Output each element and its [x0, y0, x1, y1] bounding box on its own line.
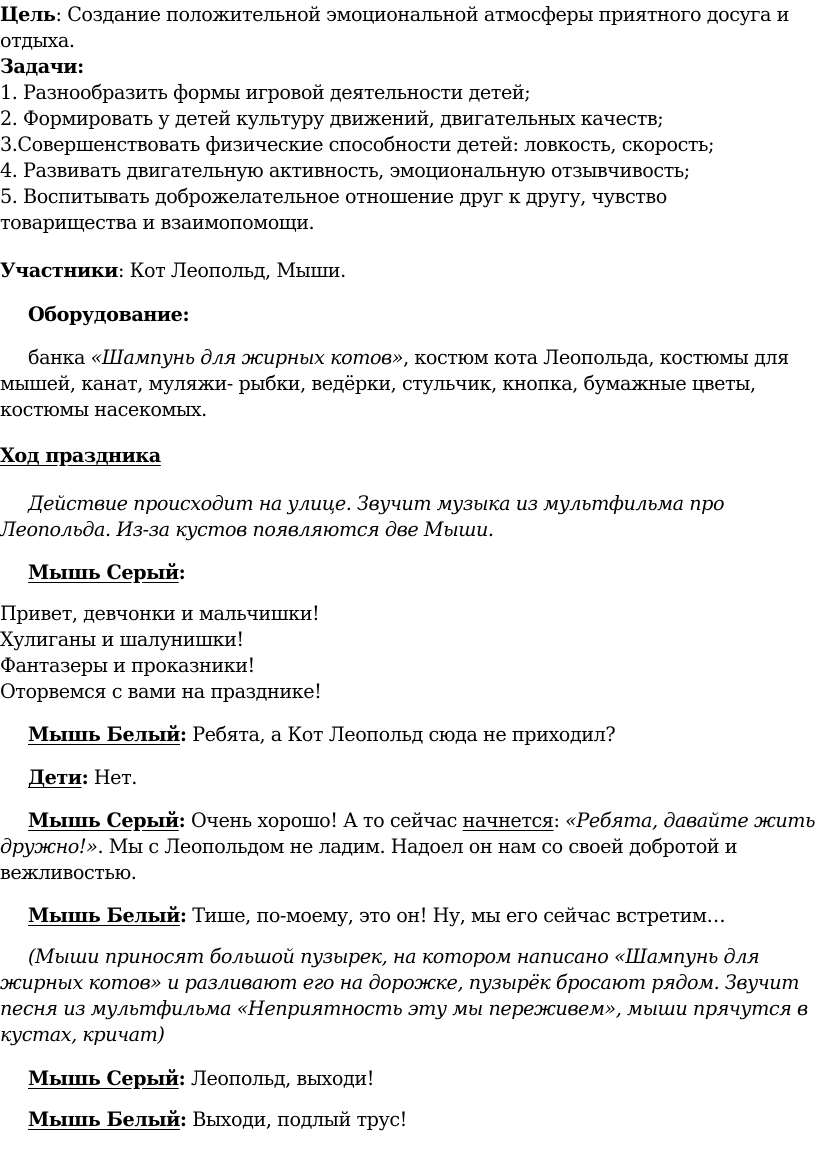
speaker-name: Мышь Белый — [28, 1108, 180, 1131]
tasks-label: Задачи: — [0, 55, 84, 78]
speech-underlined: начнется — [462, 809, 554, 832]
speaker-colon: : — [179, 904, 187, 927]
equipment-line-1 — [28, 345, 789, 371]
speech-text: Выходи, подлый трус! — [186, 1108, 407, 1131]
equipment-text-b: , костюм кота Леопольда, костюмы для — [403, 346, 789, 369]
speaker-name: Мышь Серый — [28, 561, 179, 584]
task-item-5: 5. Воспитывать доброжелательное отношение друг к другу, чувство — [0, 185, 667, 208]
goal-sep: : — [55, 3, 68, 26]
speech-quote-end: дружно!» — [0, 835, 98, 858]
white-mouse-line-2 — [28, 903, 725, 929]
course-heading: Ход праздника — [0, 444, 161, 467]
speaker-name: Мышь Белый — [28, 904, 180, 927]
participants-label: Участники — [0, 259, 118, 282]
speech-text: Леопольд, выходи! — [185, 1067, 374, 1090]
speaker-name: Дети — [28, 766, 82, 789]
speaker-name: Мышь Белый — [28, 723, 180, 746]
equipment-label: Оборудование: — [28, 303, 190, 326]
poem-line-4: Оторвемся с вами на празднике! — [0, 680, 322, 703]
speaker-colon: : — [178, 561, 186, 584]
stage-direction-1b: Леопольда. Из-за кустов появляются две Мыши. — [0, 518, 494, 541]
equipment-line-3: костюмы насекомых. — [0, 398, 207, 421]
grey-mouse-line-2b — [0, 834, 737, 860]
task-item-5-cont: товарищества и взаимопомощи. — [0, 211, 315, 234]
stage-direction-1a: Действие происходит на улице. Звучит музыка из мультфильма про — [28, 492, 725, 515]
participants-sep: : — [117, 259, 130, 282]
poem-line-2: Хулиганы и шалунишки! — [0, 628, 244, 651]
speaker-name: Мышь Серый — [28, 809, 179, 832]
poem-line-3: Фантазеры и проказники! — [0, 654, 255, 677]
white-mouse-line-1 — [28, 722, 615, 748]
stage-direction-2d: кустах, кричат) — [0, 1023, 165, 1046]
speech-text: Очень хорошо! А то сейчас — [185, 809, 463, 832]
speech-text: Ребята, а Кот Леопольд сюда не приходил? — [186, 723, 616, 746]
kids-line-1 — [28, 765, 137, 791]
white-mouse-line-3 — [28, 1107, 407, 1133]
goal-line-2: отдыха. — [0, 29, 75, 52]
speech-text: Тише, по-моему, это он! Ну, мы его сейчас встретим… — [186, 904, 726, 927]
grey-mouse-line-2c: вежливостью. — [0, 861, 137, 884]
stage-direction-2c: песня из мультфильма «Неприятность эту мы переживем», мыши прячутся в — [0, 997, 808, 1020]
equipment-text-a: банка — [28, 346, 91, 369]
goal-label: Цель — [0, 3, 56, 26]
grey-mouse-speaker-1 — [28, 560, 185, 586]
speech-sep: : — [553, 809, 566, 832]
speaker-colon: : — [178, 809, 186, 832]
goal-text: Создание положительной эмоциональной атмосферы приятного досуга и — [67, 3, 789, 26]
speaker-colon: : — [179, 1108, 187, 1131]
speaker-colon: : — [81, 766, 89, 789]
speaker-colon: : — [178, 1067, 186, 1090]
participants-line — [0, 258, 346, 284]
stage-direction-2b: жирных котов» и разливают его на дорожке, пузырёк бросают рядом. Звучит — [0, 971, 799, 994]
equipment-line-2: мышей, канат, муляжи- рыбки, ведёрки, стульчик, кнопка, бумажные цветы, — [0, 372, 756, 395]
task-item-4: 4. Развивать двигательную активность, эмоциональную отзывчивость; — [0, 159, 690, 182]
speech-quote: «Ребята, давайте жить — [565, 809, 815, 832]
task-item-2: 2. Формировать у детей культуру движений, двигательных качеств; — [0, 107, 664, 130]
stage-direction-2a: (Мыши приносят большой пузырек, на котором написано «Шампунь для — [28, 945, 760, 968]
grey-mouse-line-3 — [28, 1066, 374, 1092]
speaker-name: Мышь Серый — [28, 1067, 179, 1090]
speech-text: Нет. — [88, 766, 137, 789]
goal-line-1 — [0, 2, 789, 28]
participants-text: Кот Леопольд, Мыши. — [129, 259, 346, 282]
equipment-shampoo: «Шампунь для жирных котов» — [90, 346, 404, 369]
grey-mouse-line-2a — [28, 808, 815, 834]
task-item-1: 1. Разнообразить формы игровой деятельности детей; — [0, 81, 531, 104]
poem-line-1: Привет, девчонки и мальчишки! — [0, 602, 320, 625]
speaker-colon: : — [179, 723, 187, 746]
speech-text: . Мы с Леопольдом не ладим. Надоел он нам со своей добротой и — [97, 835, 738, 858]
task-item-3: 3.Совершенствовать физические способности детей: ловкость, скорость; — [0, 133, 715, 156]
